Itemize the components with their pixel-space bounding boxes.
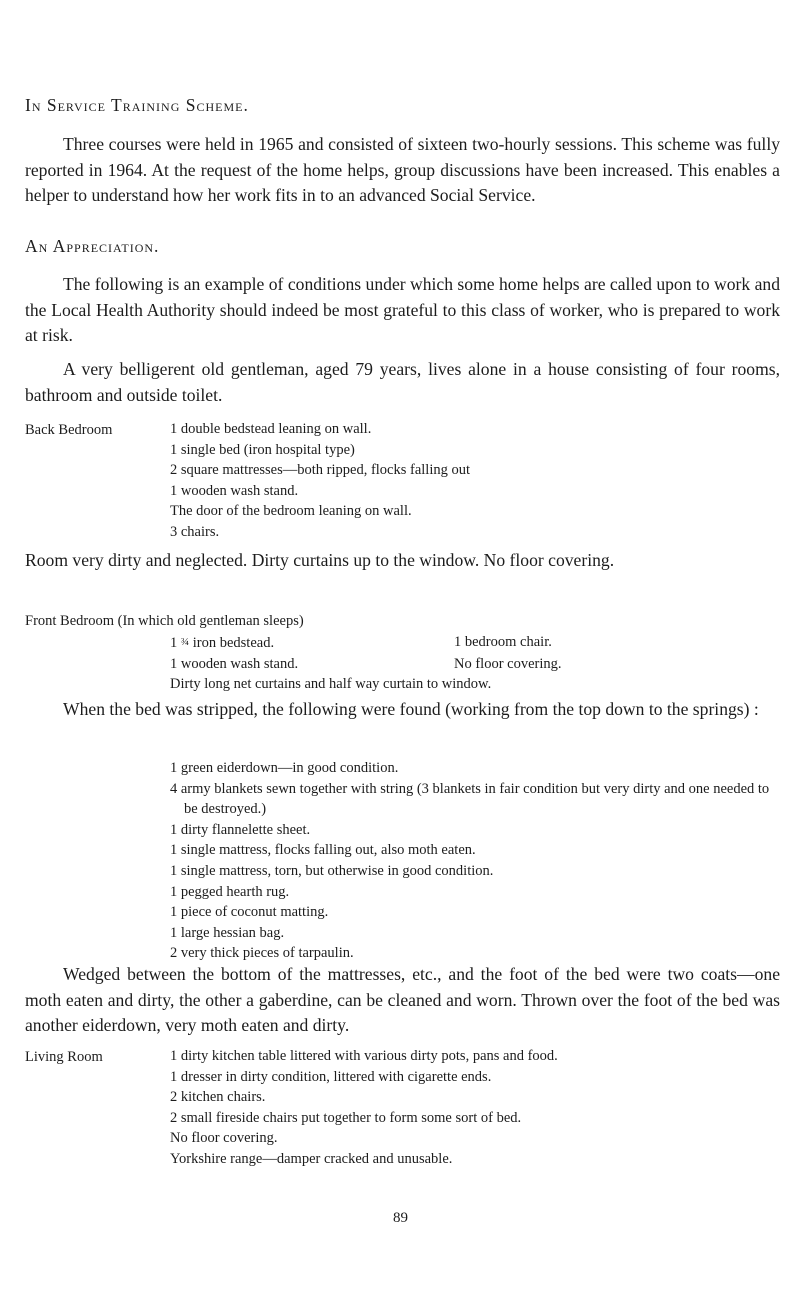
list-item: 1 large hessian bag. [170,924,285,941]
paragraph-gentleman: A very belligerent old gentleman, aged 79 years, lives alone in a house consisting of four rooms, bathroom and outside toilet. [25,359,780,405]
bed-stripped-list [170,758,780,964]
list-item: 3 chairs. [170,523,220,540]
page-number: 89 [393,1210,408,1226]
list-item: 2 very thick pieces of tarpaulin. [170,945,354,962]
front-bedroom-label: Front Bedroom (In which old gentleman sleeps) [25,613,304,629]
list-item: The door of the bedroom leaning on wall. [170,503,412,520]
front-bedroom-item: 1 bedroom chair. [454,634,552,650]
list-item: 2 kitchen chairs. [170,1089,266,1106]
list-item: 1 dirty flannelette sheet. [170,821,311,838]
list-item: 1 pegged hearth rug. [170,883,290,900]
list-item: 2 square mattresses—both ripped, flocks falling out [170,462,471,479]
list-item: 1 green eiderdown—in good condition. [170,760,399,776]
back-bedroom-comment-text: Room very dirty and neglected. Dirty curtains up to the window. No floor covering. [25,550,615,570]
paragraph-appreciation: The following is an example of conditions under which some home helps are called upon to work and the Local Health Authority should indeed be most grateful to this class of worker, who is prepared to work at risk. [25,274,780,345]
list-item: 1 wooden wash stand. [170,482,299,499]
back-bedroom-label: Back Bedroom [25,422,113,438]
paragraph-training: Three courses were held in 1965 and consisted of sixteen two-hourly sessions. This scheme was fully reported in 1964. At the request of the home helps, group discussions have been increased. This enables a helper to understand how her work fits in to an advanced Social Service. [25,134,780,205]
front-bedroom-item: No floor covering. [454,655,562,672]
list-item: 1 single bed (iron hospital type) [170,441,355,458]
list-item: 4 army blankets sewn together with string (3 blankets in fair condition but very dirty and one needed to be destroyed.) [170,780,770,818]
list-item: 1 single mattress, flocks falling out, also moth eaten. [170,842,476,859]
list-item: No floor covering. [170,1130,278,1147]
list-item: 1 single mattress, torn, but otherwise in good condition. [170,862,494,879]
list-item: 2 small fireside chairs put together to form some sort of bed. [170,1109,522,1126]
fraction: ¾ [180,636,190,648]
list-item: 1 double bedstead leaning on wall. [170,421,372,437]
section-heading-training: In Service Training Scheme. [25,95,249,115]
bed-stripped-comment: Wedged between the bottom of the mattresses, etc., and the foot of the bed were two coats—one moth eaten and dirty, the other a gaberdine, can be cleaned and worn. Thrown over the foot of the bed was another eiderdown, very moth eaten and dirty. [25,964,780,1035]
front-bedroom-item [170,632,454,654]
front-bedroom-row [170,632,562,654]
front-bedroom-list [170,632,562,695]
item-quantity: 1 [170,635,178,651]
front-bedroom-item: Dirty long net curtains and half way curtain to window. [170,676,492,693]
front-bedroom-item: 1 wooden wash stand. [170,655,299,672]
list-item: 1 piece of coconut matting. [170,904,329,921]
item-text: iron bedstead. [192,635,275,651]
front-bedroom-row [170,654,562,675]
bed-stripped-paragraph: When the bed was stripped, the following were found (working from the top down to the springs) : [63,699,759,719]
list-item: 1 dirty kitchen table littered with various dirty pots, pans and food. [170,1048,558,1064]
living-room-label: Living Room [25,1049,103,1065]
section-heading-appreciation: An Appreciation. [25,236,160,256]
living-room-list [170,1046,558,1170]
list-item: 1 dresser in dirty condition, littered with cigarette ends. [170,1068,492,1085]
back-bedroom-comment [25,548,780,574]
list-item: Yorkshire range—damper cracked and unusable. [170,1150,453,1167]
back-bedroom-list [170,419,470,543]
